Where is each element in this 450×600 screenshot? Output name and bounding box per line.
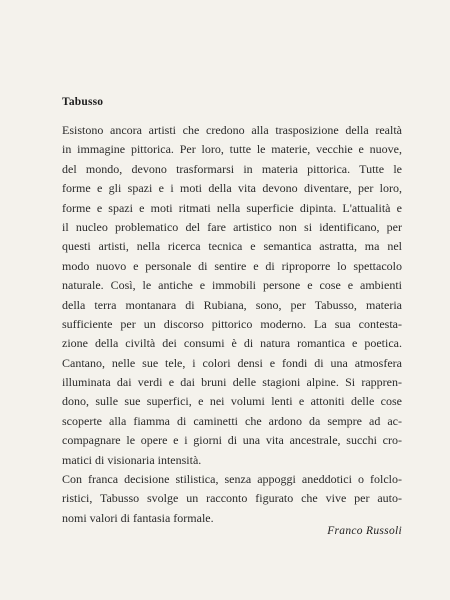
text-line: sufficiente per un discorso pittorico moderno. La sua contesta- (62, 316, 402, 331)
text-line: illuminata dai verdi e dai bruni delle stagioni alpine. Si rappren- (62, 375, 402, 390)
author-signature: Franco Russoli (327, 525, 402, 537)
text-line: naturale. Così, le antiche e immobili persone e cose e ambienti (62, 278, 402, 293)
text-line: Esistono ancora artisti che credono alla trasposizione della realtà (62, 123, 402, 137)
text-line: del mondo, devono trasformarsi in materia pittorica. Tutte le (62, 161, 402, 176)
text-line: ristici, Tabusso svolge un racconto figurato che vive per auto- (62, 491, 402, 506)
text-line: questi artisti, nella ricerca tecnica e semantica astratta, ma nel (62, 239, 402, 254)
body-text (62, 121, 402, 528)
text-line: zione della civiltà dei consumi è di natura romantica e poetica. (62, 336, 402, 351)
text-line: forme e spazi e moti ritmati nella superficie dipinta. L'attualità e (62, 200, 402, 215)
text-line: modo nuovo e personale di sentire e di riproporre lo spettacolo (62, 258, 402, 273)
text-line: matici di visionaria intensità. (62, 452, 202, 467)
text-line: Cantano, nelle sue tele, i colori densi e fondi di una atmosfera (62, 355, 402, 370)
text-line: in immagine pittorica. Per loro, tutte le materie, vecchie e nuove, (62, 142, 402, 157)
text-line: nomi valori di fantasia formale. (62, 510, 214, 525)
text-line: il nucleo problematico del fare artistico non si identificano, per (62, 219, 402, 234)
section-title: Tabusso (62, 96, 104, 108)
text-line: Con franca decisione stilistica, senza appoggi aneddotici o folclo- (62, 472, 402, 487)
text-line: della terra montanara di Rubiana, sono, per Tabusso, materia (62, 297, 402, 312)
text-line: scoperte alla fiamma di caminetti che ardono da sempre ad ac- (62, 413, 402, 428)
text-line: compagnare le opere e i giorni di una vita ancestrale, succhi cro- (62, 433, 402, 448)
text-line: forme e gli spazi e i moti della vita devono diventare, per loro, (62, 181, 402, 196)
text-line: dono, sulle sue superfici, e nei volumi lenti e attoniti delle cose (62, 394, 402, 409)
